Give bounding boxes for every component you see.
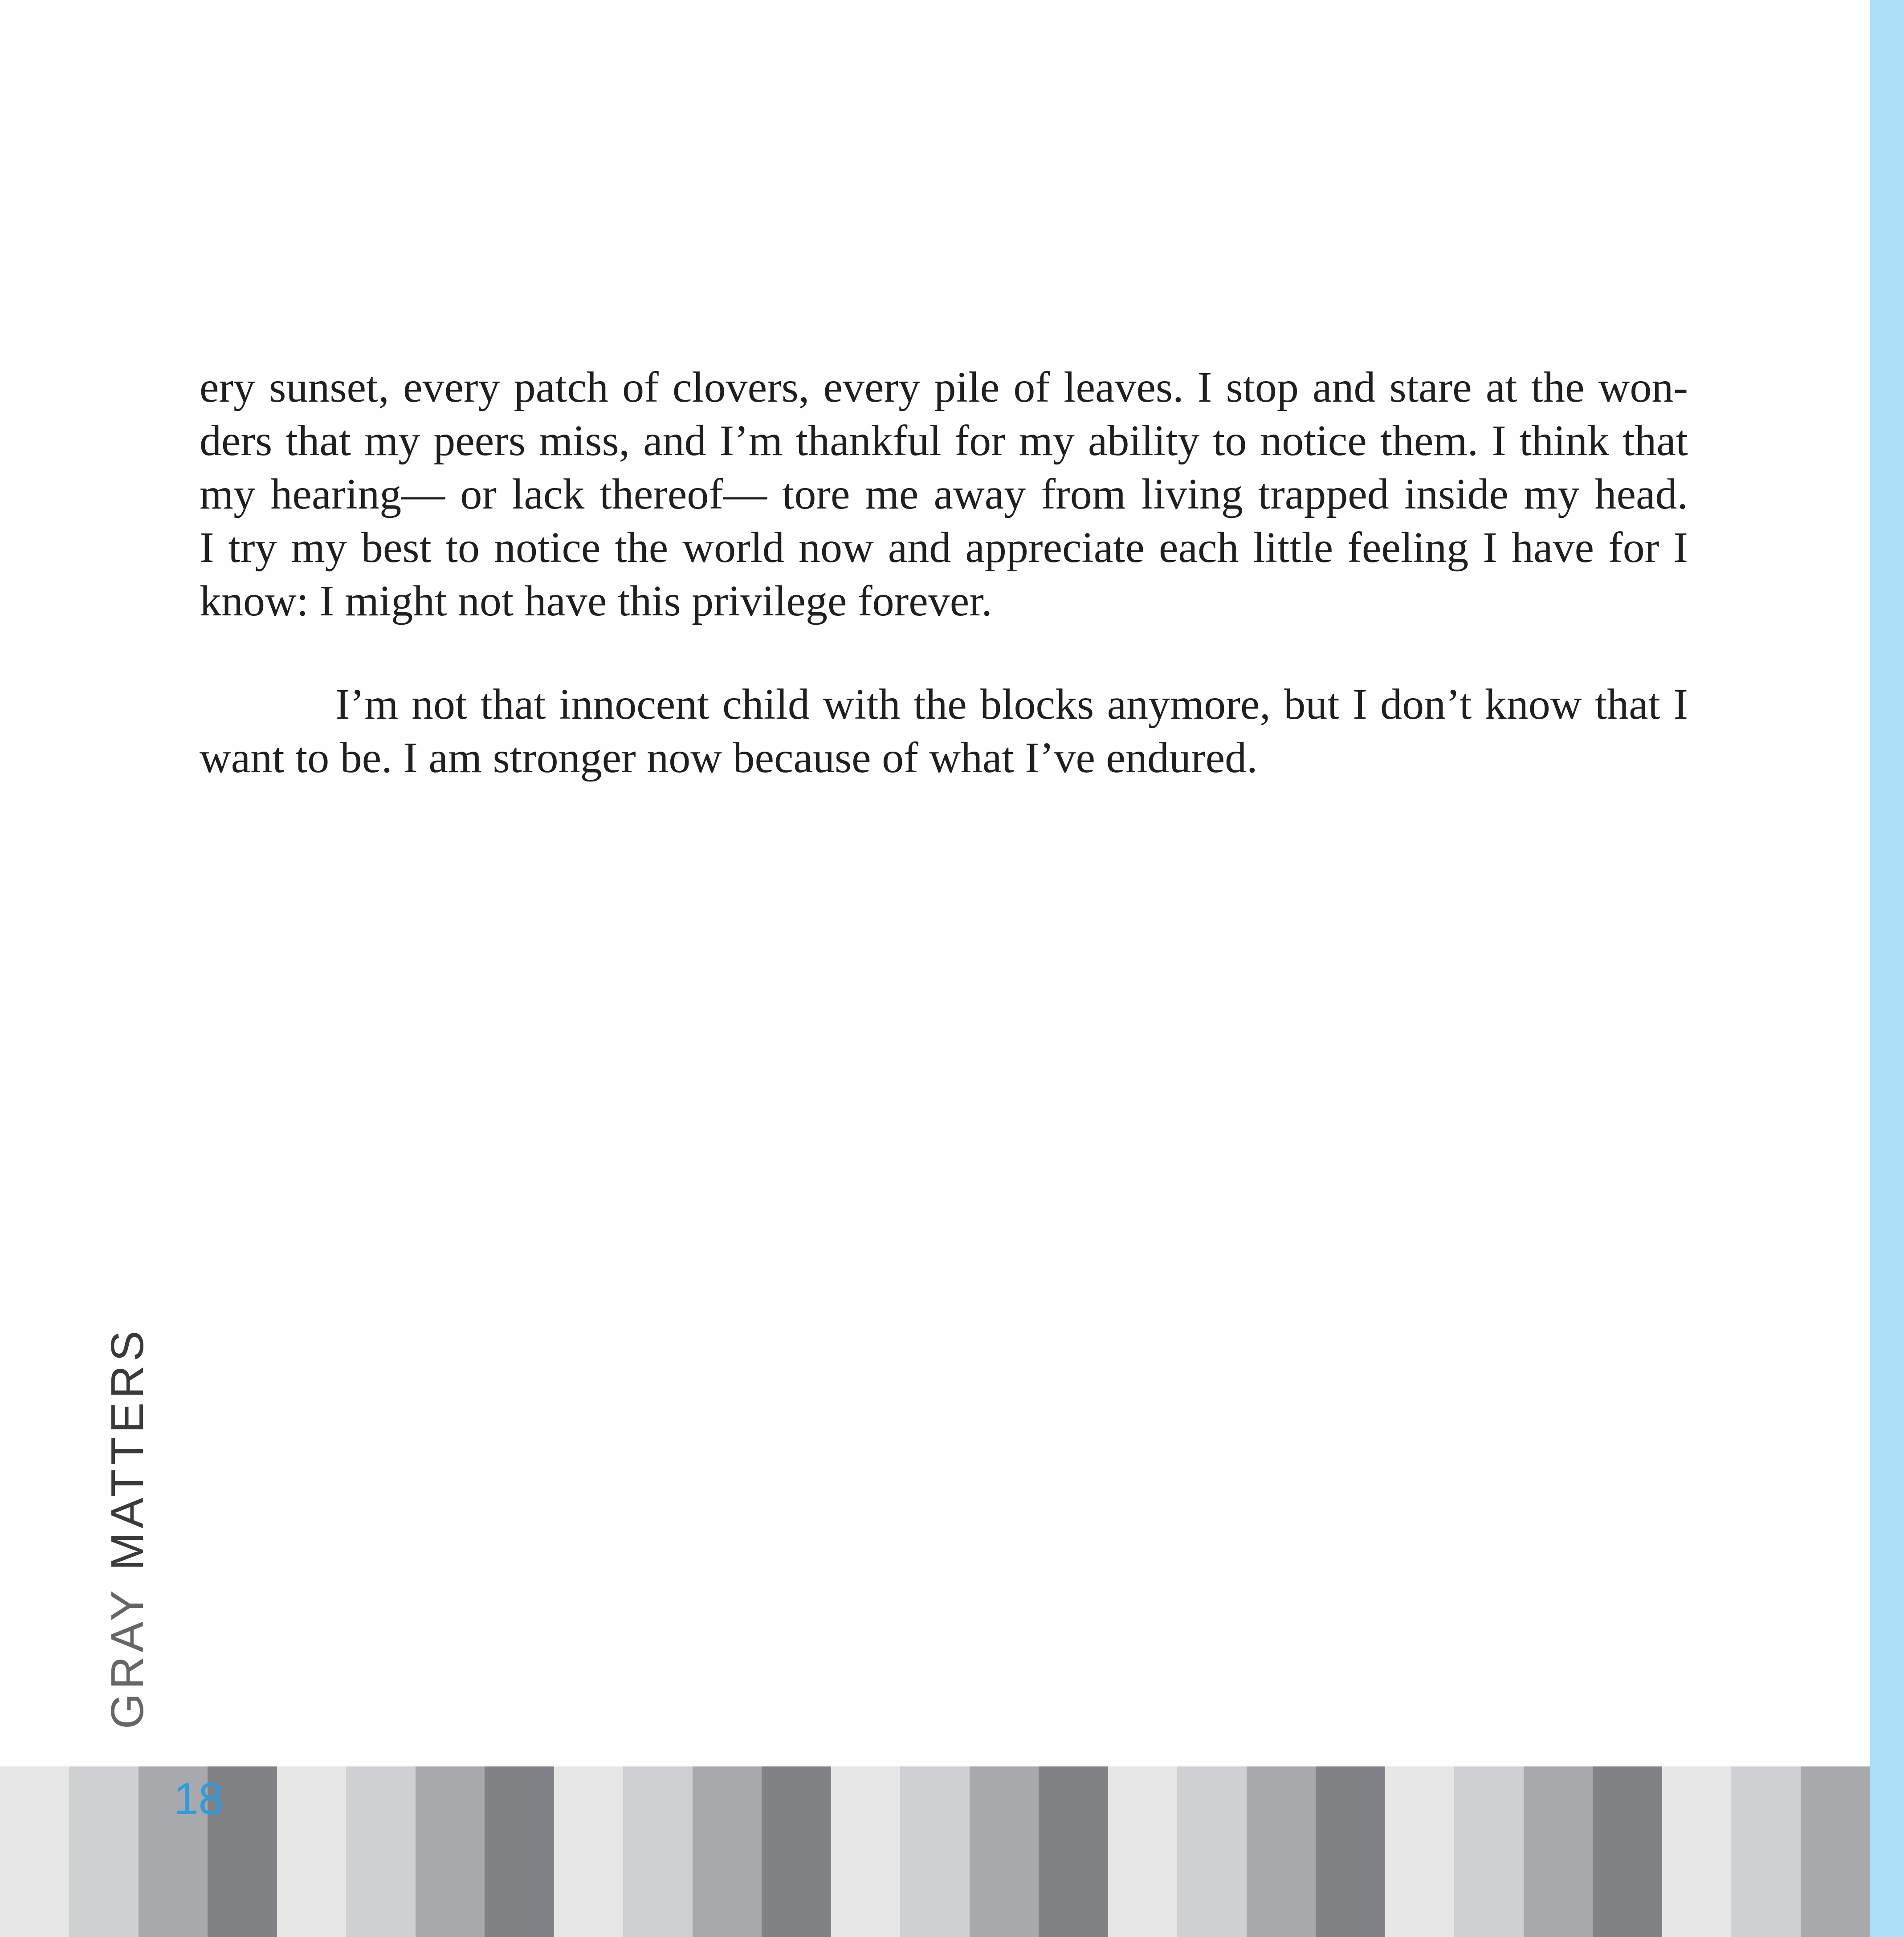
stripe [69, 1766, 138, 1937]
text-line: want to be. I am stronger now because of what I’ve endured. [200, 734, 1258, 782]
stripe [416, 1766, 485, 1937]
stripe [900, 1766, 969, 1937]
running-head [102, 1327, 153, 1729]
stripe [1247, 1766, 1316, 1937]
stripe [831, 1766, 900, 1937]
stripe [1454, 1766, 1523, 1937]
stripe [1108, 1766, 1177, 1937]
text-line: know: I might not have this privilege forever. [200, 577, 992, 625]
body-text [200, 361, 1688, 785]
stripe [485, 1766, 554, 1937]
running-head-matters: MATTERS [102, 1327, 153, 1571]
paragraph-gap [200, 628, 1688, 678]
text-line: ders that my peers miss, and I’m thankful for my ability to notice them. I think that [200, 417, 1688, 465]
stripe [1801, 1766, 1870, 1937]
side-color-bar [1870, 0, 1904, 1937]
page-number: 18 [174, 1774, 224, 1824]
stripe [346, 1766, 415, 1937]
stripe [1524, 1766, 1593, 1937]
stripe [1593, 1766, 1662, 1937]
stripe [1662, 1766, 1731, 1937]
stripe [970, 1766, 1039, 1937]
stripe [762, 1766, 831, 1937]
text-line: I’m not that innocent child with the blocks anymore, but I don’t know that I [335, 680, 1688, 728]
stripe [623, 1766, 692, 1937]
stripe [1316, 1766, 1385, 1937]
text-line: I try my best to notice the world now and appreciate each little feeling I have for I [200, 524, 1688, 572]
stripe [554, 1766, 623, 1937]
stripe [1385, 1766, 1454, 1937]
running-head-gray: GRAY [102, 1570, 153, 1729]
stripe [1177, 1766, 1246, 1937]
stripe-band [0, 1766, 1870, 1937]
stripe [1731, 1766, 1800, 1937]
stripe [1039, 1766, 1108, 1937]
stripe [277, 1766, 346, 1937]
stripe [0, 1766, 69, 1937]
text-line: my hearing— or lack thereof— tore me away from living trapped inside my head. [200, 470, 1688, 518]
text-line: ery sunset, every patch of clovers, every pile of leaves. I stop and stare at the won- [200, 363, 1688, 411]
stripe [693, 1766, 762, 1937]
